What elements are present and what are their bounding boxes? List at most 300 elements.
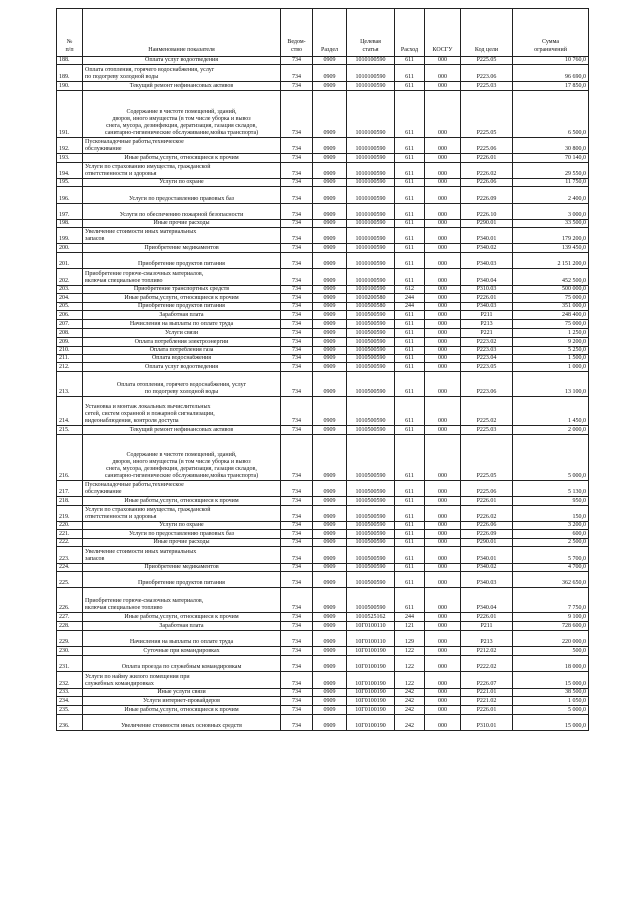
row-number: 212. [57, 363, 83, 372]
row-expense: 611 [395, 82, 425, 91]
row-number: 192. [57, 138, 83, 154]
row-target: 1010100590 [347, 269, 395, 286]
row-indicator-name: Приобретение медикаментов [83, 564, 281, 572]
table-row [57, 506, 589, 522]
row-sum: 5 130,0 [513, 481, 589, 497]
row-section: 0909 [313, 204, 347, 220]
row-dept: 734 [281, 163, 313, 179]
row-section: 0909 [313, 672, 347, 689]
row-number: 197. [57, 204, 83, 220]
row-number: 211. [57, 355, 83, 363]
row-expense: 611 [395, 372, 425, 397]
row-expense: 611 [395, 253, 425, 269]
row-sum: 11 750,0 [513, 179, 589, 187]
row-number: 199. [57, 228, 83, 244]
table-row [57, 294, 589, 303]
row-sum: 17 850,0 [513, 82, 589, 91]
row-kosgu: 000 [425, 204, 461, 220]
row-number: 202. [57, 269, 83, 286]
row-kosgu: 000 [425, 397, 461, 426]
row-expense: 242 [395, 697, 425, 706]
row-kosgu: 000 [425, 572, 461, 588]
row-code: P290.01 [461, 220, 513, 228]
row-expense: 611 [395, 435, 425, 481]
row-dept: 734 [281, 715, 313, 731]
row-indicator-name: Заработная плата [83, 622, 281, 631]
row-code: P226.06 [461, 179, 513, 187]
row-sum: 33 500,0 [513, 220, 589, 228]
row-expense: 611 [395, 588, 425, 613]
table-row [57, 187, 589, 204]
row-section: 0909 [313, 706, 347, 715]
row-sum: 3 000,0 [513, 204, 589, 220]
row-section: 0909 [313, 564, 347, 572]
row-dept: 734 [281, 530, 313, 539]
row-dept: 734 [281, 522, 313, 530]
row-target: 1010500590 [347, 397, 395, 426]
row-kosgu: 000 [425, 656, 461, 672]
row-sum: 9 100,0 [513, 613, 589, 622]
row-indicator-name: Увеличение стоимости иных материальных запасов [83, 547, 281, 564]
row-target: 1010100590 [347, 65, 395, 82]
row-kosgu: 000 [425, 347, 461, 355]
row-number: 221. [57, 530, 83, 539]
table-row [57, 697, 589, 706]
row-target: 1010500590 [347, 481, 395, 497]
row-section: 0909 [313, 57, 347, 65]
row-sum: 2 000,0 [513, 426, 589, 435]
row-kosgu: 000 [425, 672, 461, 689]
row-section: 0909 [313, 355, 347, 363]
row-indicator-name: Иные работы,услуги, относящиеся к прочим [83, 613, 281, 622]
row-indicator-name: Текущий ремонт нефинансовых активов [83, 82, 281, 91]
row-indicator-name: Содержание в чистоте помещений, зданий, дворов, иного имущества (в том числе уборка и вывоз снега, мусора, дезинфекция, дератизация, газация складов, санитарно-гигиенические обслуживание,мойка транспорта) [83, 435, 281, 481]
row-number: 234. [57, 697, 83, 706]
row-dept: 734 [281, 547, 313, 564]
row-dept: 734 [281, 294, 313, 303]
row-number: 206. [57, 311, 83, 320]
row-dept: 734 [281, 656, 313, 672]
row-code: P340.04 [461, 588, 513, 613]
table-row [57, 320, 589, 329]
row-sum: 1 500,0 [513, 355, 589, 363]
row-expense: 611 [395, 57, 425, 65]
row-code: P340.01 [461, 547, 513, 564]
row-number: 204. [57, 294, 83, 303]
row-kosgu: 000 [425, 303, 461, 311]
row-target: 1010100590 [347, 204, 395, 220]
row-dept: 734 [281, 647, 313, 656]
col-number-header: № п/п [57, 9, 83, 57]
row-kosgu: 000 [425, 715, 461, 731]
row-expense: 122 [395, 647, 425, 656]
table-row [57, 530, 589, 539]
row-target: 1010100590 [347, 253, 395, 269]
table-row [57, 564, 589, 572]
row-number: 190. [57, 82, 83, 91]
row-target: 1010500590 [347, 530, 395, 539]
row-dept: 734 [281, 91, 313, 138]
row-sum: 1 050,0 [513, 697, 589, 706]
row-section: 0909 [313, 481, 347, 497]
table-row [57, 179, 589, 187]
row-kosgu: 000 [425, 91, 461, 138]
row-indicator-name: Приобретение продуктов питания [83, 303, 281, 311]
row-sum: 3 200,0 [513, 522, 589, 530]
row-dept: 734 [281, 689, 313, 697]
row-indicator-name: Услуги по страхованию имущества, гражданской ответственности и здоровья [83, 163, 281, 179]
row-code: P226.01 [461, 706, 513, 715]
row-target: 10Г0100190 [347, 672, 395, 689]
row-number: 226. [57, 588, 83, 613]
row-indicator-name: Содержание в чистоте помещений, зданий, дворов, иного имущества (в том числе уборка и вывоз снега, мусора, дезинфекция, дератизация, газация складов, санитарно-гигиенические обслуживание,мойка транспорта) [83, 91, 281, 138]
row-indicator-name: Приобретение продуктов питания [83, 253, 281, 269]
row-number: 198. [57, 220, 83, 228]
row-section: 0909 [313, 91, 347, 138]
row-number: 236. [57, 715, 83, 731]
row-indicator-name: Оплата услуг водоотведения [83, 363, 281, 372]
row-expense: 611 [395, 338, 425, 347]
table-row [57, 588, 589, 613]
row-number: 232. [57, 672, 83, 689]
table-row [57, 426, 589, 435]
row-indicator-name: Увеличение стоимости иных основных средств [83, 715, 281, 731]
row-section: 0909 [313, 253, 347, 269]
row-expense: 242 [395, 689, 425, 697]
row-target: 1010500590 [347, 426, 395, 435]
col-sum-header: Сумма ограничений [513, 9, 589, 57]
row-number: 231. [57, 656, 83, 672]
row-code: P225.03 [461, 426, 513, 435]
table-row [57, 647, 589, 656]
row-kosgu: 000 [425, 320, 461, 329]
row-kosgu: 000 [425, 697, 461, 706]
row-sum: 728 600,0 [513, 622, 589, 631]
row-sum: 1 000,0 [513, 363, 589, 372]
row-dept: 734 [281, 303, 313, 311]
row-indicator-name: Услуги по страхованию имущества, гражданской ответственности и здоровья [83, 506, 281, 522]
row-code: P226.10 [461, 204, 513, 220]
row-section: 0909 [313, 631, 347, 647]
table-row [57, 715, 589, 731]
row-sum: 2 400,0 [513, 187, 589, 204]
row-kosgu: 000 [425, 506, 461, 522]
row-code: P226.09 [461, 187, 513, 204]
row-code: P212.02 [461, 647, 513, 656]
row-kosgu: 000 [425, 647, 461, 656]
row-sum: 13 100,0 [513, 372, 589, 397]
row-section: 0909 [313, 572, 347, 588]
row-target: 10Г0100190 [347, 647, 395, 656]
row-indicator-name: Услуги по охране [83, 522, 281, 530]
table-row [57, 613, 589, 622]
row-expense: 611 [395, 572, 425, 588]
row-dept: 734 [281, 631, 313, 647]
row-sum: 9 200,0 [513, 338, 589, 347]
row-kosgu: 000 [425, 329, 461, 338]
row-kosgu: 000 [425, 613, 461, 622]
row-number: 208. [57, 329, 83, 338]
table-row [57, 338, 589, 347]
row-sum: 2 500,0 [513, 539, 589, 547]
row-section: 0909 [313, 269, 347, 286]
table-row [57, 303, 589, 311]
row-kosgu: 000 [425, 220, 461, 228]
row-code: P226.02 [461, 163, 513, 179]
row-kosgu: 000 [425, 363, 461, 372]
row-section: 0909 [313, 329, 347, 338]
row-section: 0909 [313, 715, 347, 731]
row-indicator-name: Иные работы,услуги, относящиеся к прочим [83, 706, 281, 715]
row-target: 1010500590 [347, 347, 395, 355]
row-expense: 611 [395, 539, 425, 547]
row-target: 1010500590 [347, 539, 395, 547]
row-number: 228. [57, 622, 83, 631]
row-dept: 734 [281, 311, 313, 320]
table-row [57, 154, 589, 163]
row-target: 1010100590 [347, 220, 395, 228]
row-section: 0909 [313, 530, 347, 539]
row-expense: 122 [395, 672, 425, 689]
table-row [57, 347, 589, 355]
row-sum: 70 140,0 [513, 154, 589, 163]
row-dept: 734 [281, 372, 313, 397]
row-kosgu: 000 [425, 163, 461, 179]
table-row [57, 57, 589, 65]
row-dept: 734 [281, 220, 313, 228]
row-code: P225.02 [461, 397, 513, 426]
row-section: 0909 [313, 363, 347, 372]
row-target: 10Г0100190 [347, 706, 395, 715]
row-target: 10Г0100110 [347, 622, 395, 631]
row-code: P221.01 [461, 689, 513, 697]
row-code: P340.03 [461, 253, 513, 269]
row-kosgu: 000 [425, 547, 461, 564]
row-section: 0909 [313, 522, 347, 530]
row-dept: 734 [281, 65, 313, 82]
row-number: 201. [57, 253, 83, 269]
row-sum: 5 700,0 [513, 547, 589, 564]
row-section: 0909 [313, 320, 347, 329]
row-dept: 734 [281, 154, 313, 163]
row-section: 0909 [313, 338, 347, 347]
row-dept: 734 [281, 497, 313, 506]
row-section: 0909 [313, 689, 347, 697]
row-indicator-name: Пусконаладочные работы,техническое обслуживание [83, 481, 281, 497]
row-code: P225.06 [461, 138, 513, 154]
table-row [57, 397, 589, 426]
col-expense-header: Расход [395, 9, 425, 57]
row-target: 1010500590 [347, 329, 395, 338]
row-number: 200. [57, 244, 83, 253]
row-code: P223.03 [461, 347, 513, 355]
row-indicator-name: Приобретение продуктов питания [83, 572, 281, 588]
row-expense: 611 [395, 481, 425, 497]
row-number: 193. [57, 154, 83, 163]
row-kosgu: 000 [425, 228, 461, 244]
row-number: 203. [57, 286, 83, 294]
row-number: 210. [57, 347, 83, 355]
row-sum: 5 250,0 [513, 347, 589, 355]
table-row [57, 329, 589, 338]
row-target: 1010525162 [347, 613, 395, 622]
row-sum: 38 500,0 [513, 689, 589, 697]
row-section: 0909 [313, 622, 347, 631]
row-indicator-name: Оплата водоснабжения [83, 355, 281, 363]
row-indicator-name: Заработная плата [83, 311, 281, 320]
col-target-header: Целевая статья [347, 9, 395, 57]
table-row [57, 572, 589, 588]
row-sum: 150,0 [513, 506, 589, 522]
row-target: 1010100590 [347, 244, 395, 253]
row-code: P223.04 [461, 355, 513, 363]
row-code: P226.09 [461, 530, 513, 539]
row-number: 196. [57, 187, 83, 204]
row-section: 0909 [313, 228, 347, 244]
row-indicator-name: Приобретение горюче-смазочных материалов, включая специальное топливо [83, 269, 281, 286]
row-expense: 129 [395, 631, 425, 647]
table-body [57, 57, 589, 731]
table-header [57, 9, 589, 57]
row-expense: 611 [395, 522, 425, 530]
row-sum: 1 250,0 [513, 329, 589, 338]
row-code: P226.01 [461, 613, 513, 622]
row-sum: 7 750,0 [513, 588, 589, 613]
row-number: 195. [57, 179, 83, 187]
table-row [57, 706, 589, 715]
row-number: 214. [57, 397, 83, 426]
row-expense: 611 [395, 220, 425, 228]
row-target: 1010500590 [347, 564, 395, 572]
table-row [57, 689, 589, 697]
row-dept: 734 [281, 706, 313, 715]
row-expense: 611 [395, 91, 425, 138]
row-dept: 734 [281, 435, 313, 481]
col-section-header: Раздел [313, 9, 347, 57]
table-row [57, 163, 589, 179]
row-expense: 121 [395, 622, 425, 631]
row-code: P213 [461, 320, 513, 329]
row-section: 0909 [313, 588, 347, 613]
row-dept: 734 [281, 697, 313, 706]
row-code: P226.01 [461, 497, 513, 506]
row-sum: 1 450,0 [513, 397, 589, 426]
row-sum: 950,0 [513, 497, 589, 506]
row-code: P340.01 [461, 228, 513, 244]
col-code-header: Код цели [461, 9, 513, 57]
row-target: 1010500590 [347, 311, 395, 320]
row-target: 1010100590 [347, 179, 395, 187]
row-section: 0909 [313, 506, 347, 522]
row-indicator-name: Иные работы,услуги, относящиеся к прочим [83, 497, 281, 506]
row-target: 1010100590 [347, 57, 395, 65]
row-dept: 734 [281, 672, 313, 689]
row-kosgu: 000 [425, 57, 461, 65]
row-kosgu: 000 [425, 269, 461, 286]
row-expense: 611 [395, 163, 425, 179]
row-target: 1010500580 [347, 303, 395, 311]
row-kosgu: 000 [425, 426, 461, 435]
row-number: 219. [57, 506, 83, 522]
row-target: 1010500590 [347, 522, 395, 530]
table-row [57, 672, 589, 689]
row-dept: 734 [281, 397, 313, 426]
table-row [57, 91, 589, 138]
row-dept: 734 [281, 253, 313, 269]
col-name-header: Наименование показателя [83, 9, 281, 57]
row-kosgu: 000 [425, 689, 461, 697]
row-section: 0909 [313, 154, 347, 163]
row-indicator-name: Приобретение транспортных средств [83, 286, 281, 294]
row-expense: 611 [395, 228, 425, 244]
row-section: 0909 [313, 286, 347, 294]
row-sum: 96 690,0 [513, 65, 589, 82]
row-indicator-name: Услуги по охране [83, 179, 281, 187]
row-expense: 611 [395, 320, 425, 329]
row-sum: 75 000,0 [513, 320, 589, 329]
row-sum: 139 450,0 [513, 244, 589, 253]
row-expense: 242 [395, 715, 425, 731]
row-number: 225. [57, 572, 83, 588]
row-dept: 734 [281, 363, 313, 372]
row-indicator-name: Начисления на выплаты по оплате труда [83, 631, 281, 647]
row-number: 205. [57, 303, 83, 311]
row-kosgu: 000 [425, 588, 461, 613]
table-row [57, 286, 589, 294]
row-sum: 5 000,0 [513, 435, 589, 481]
row-dept: 734 [281, 269, 313, 286]
row-dept: 734 [281, 286, 313, 294]
row-number: 227. [57, 613, 83, 622]
row-target: 1010500590 [347, 497, 395, 506]
row-dept: 734 [281, 204, 313, 220]
row-code: P340.03 [461, 572, 513, 588]
row-indicator-name: Приобретение медикаментов [83, 244, 281, 253]
row-kosgu: 000 [425, 539, 461, 547]
row-dept: 734 [281, 329, 313, 338]
row-section: 0909 [313, 347, 347, 355]
row-section: 0909 [313, 613, 347, 622]
row-code: P340.02 [461, 564, 513, 572]
row-target: 10Г0100190 [347, 656, 395, 672]
row-number: 222. [57, 539, 83, 547]
row-dept: 734 [281, 179, 313, 187]
col-dept-header: Ведом- ство [281, 9, 313, 57]
row-sum: 500,0 [513, 647, 589, 656]
table-row [57, 228, 589, 244]
row-kosgu: 000 [425, 253, 461, 269]
row-indicator-name: Оплата потребления электроэнергии [83, 338, 281, 347]
row-expense: 122 [395, 656, 425, 672]
row-section: 0909 [313, 435, 347, 481]
row-code: P221.02 [461, 697, 513, 706]
row-sum: 248 400,0 [513, 311, 589, 320]
table-row [57, 65, 589, 82]
row-section: 0909 [313, 187, 347, 204]
table-row [57, 138, 589, 154]
row-number: 216. [57, 435, 83, 481]
table-row [57, 656, 589, 672]
row-section: 0909 [313, 539, 347, 547]
row-indicator-name: Текущий ремонт нефинансовых активов [83, 426, 281, 435]
row-sum: 351 000,0 [513, 303, 589, 311]
row-indicator-name: Установка и монтаж локальных вычислительных сетей, систем охранной и пожарной сигнализации, видеонаблюдения, контроля доступа [83, 397, 281, 426]
row-kosgu: 000 [425, 631, 461, 647]
row-number: 220. [57, 522, 83, 530]
row-dept: 734 [281, 138, 313, 154]
row-target: 1010100590 [347, 138, 395, 154]
row-indicator-name: Услуги по найму жилого помещения при служебных командировках [83, 672, 281, 689]
